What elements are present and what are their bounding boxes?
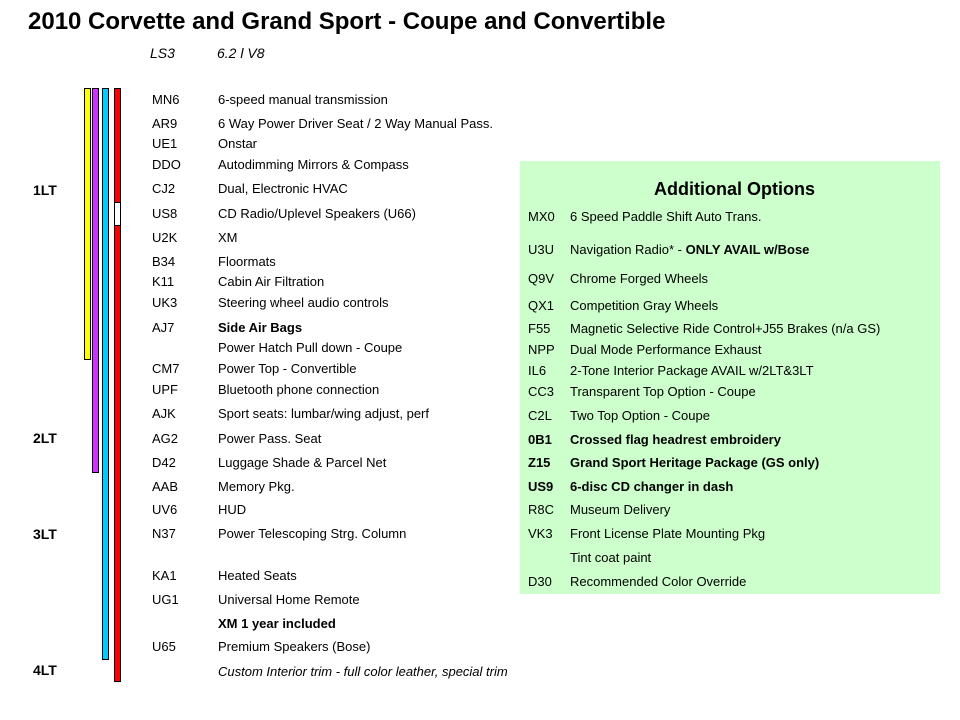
additional-option-description: Front License Plate Mounting Pkg <box>570 526 766 541</box>
additional-option-code: Z15 <box>528 455 551 470</box>
trim-bar-magenta <box>92 88 99 473</box>
option-description: HUD <box>218 502 247 517</box>
trim-label-2lt: 2LT <box>33 430 57 446</box>
option-code: UK3 <box>152 295 178 310</box>
option-code: AJ7 <box>152 320 175 335</box>
additional-option-description: Two Top Option - Coupe <box>570 408 710 423</box>
option-description: Side Air Bags <box>218 320 303 335</box>
additional-option-code: NPP <box>528 342 555 357</box>
additional-option-description: Transparent Top Option - Coupe <box>570 384 756 399</box>
option-description: Power Telescoping Strg. Column <box>218 526 407 541</box>
trim-label-4lt: 4LT <box>33 662 57 678</box>
additional-option-description: Grand Sport Heritage Package (GS only) <box>570 455 820 470</box>
additional-options-panel <box>520 161 940 594</box>
option-description: Steering wheel audio controls <box>218 295 389 310</box>
option-code: N37 <box>152 526 176 541</box>
additional-option-code: 0B1 <box>528 432 552 447</box>
additional-option-description: Tint coat paint <box>570 550 652 565</box>
option-description: Premium Speakers (Bose) <box>218 639 371 654</box>
option-code: UV6 <box>152 502 178 517</box>
option-description: CD Radio/Uplevel Speakers (U66) <box>218 206 416 221</box>
option-code: AJK <box>152 406 176 421</box>
option-code: KA1 <box>152 568 177 583</box>
option-code: CJ2 <box>152 181 176 196</box>
trim-label-1lt: 1LT <box>33 182 57 198</box>
additional-option-code: IL6 <box>528 363 547 378</box>
option-description: Autodimming Mirrors & Compass <box>218 157 409 172</box>
option-code: UG1 <box>152 592 179 607</box>
option-description: Power Hatch Pull down - Coupe <box>218 340 403 355</box>
option-code: DDO <box>152 157 181 172</box>
additional-option-description: Competition Gray Wheels <box>570 298 719 313</box>
additional-option-code: US9 <box>528 479 554 494</box>
option-description: 6 Way Power Driver Seat / 2 Way Manual Pass. <box>218 116 494 131</box>
additional-option-code: R8C <box>528 502 555 517</box>
option-code: US8 <box>152 206 178 221</box>
option-description: Sport seats: lumbar/wing adjust, perf <box>218 406 429 421</box>
engine-description: 6.2 l V8 <box>217 45 265 61</box>
option-code: AG2 <box>152 431 179 446</box>
option-description: Power Pass. Seat <box>218 431 322 446</box>
option-description: 6-speed manual transmission <box>218 92 388 107</box>
additional-options-title: Additional Options <box>654 179 815 199</box>
additional-option-description: 6-disc CD changer in dash <box>570 479 734 494</box>
additional-option-description: 2-Tone Interior Package AVAIL w/2LT&3LT <box>570 363 814 378</box>
option-description: Memory Pkg. <box>218 479 295 494</box>
option-description: Universal Home Remote <box>218 592 360 607</box>
option-description: Power Top - Convertible <box>218 361 357 376</box>
trim-bar-gap <box>114 202 121 226</box>
option-code: U2K <box>152 230 178 245</box>
trim-bar-cyan <box>102 88 109 660</box>
option-description: XM 1 year included <box>218 616 336 631</box>
option-description: Luggage Shade & Parcel Net <box>218 455 387 470</box>
additional-option-description-plain: Navigation Radio* - <box>570 242 686 257</box>
additional-option-description: 6 Speed Paddle Shift Auto Trans. <box>570 209 762 224</box>
option-description: Onstar <box>218 136 258 151</box>
option-code: MN6 <box>152 92 180 107</box>
option-code: U65 <box>152 639 176 654</box>
option-description: Dual, Electronic HVAC <box>218 181 348 196</box>
additional-option-code: F55 <box>528 321 551 336</box>
additional-option-code: C2L <box>528 408 552 423</box>
trim-bar-yellow <box>84 88 91 360</box>
option-description: Heated Seats <box>218 568 297 583</box>
option-description: Bluetooth phone connection <box>218 382 380 397</box>
option-code: UE1 <box>152 136 178 151</box>
additional-option-description: Recommended Color Override <box>570 574 747 589</box>
additional-option-description: Museum Delivery <box>570 502 671 517</box>
additional-option-description: Dual Mode Performance Exhaust <box>570 342 762 357</box>
additional-option-description-bold: ONLY AVAIL w/Bose <box>685 242 810 257</box>
additional-option-code: Q9V <box>528 271 555 286</box>
option-code: AR9 <box>152 116 178 131</box>
additional-option-code: MX0 <box>528 209 555 224</box>
additional-option-description: Crossed flag headrest embroidery <box>570 432 781 447</box>
additional-option-code: VK3 <box>528 526 553 541</box>
option-code: AAB <box>152 479 179 494</box>
option-description: Custom Interior trim - full color leather, special trim <box>218 664 508 679</box>
option-code: B34 <box>152 254 176 269</box>
trim-bar-red <box>114 88 121 682</box>
option-code: D42 <box>152 455 176 470</box>
option-description: Cabin Air Filtration <box>218 274 325 289</box>
page-title: 2010 Corvette and Grand Sport - Coupe and Convertible <box>28 8 666 35</box>
option-description: Floormats <box>218 254 276 269</box>
additional-option-code: U3U <box>528 242 555 257</box>
additional-option-code: QX1 <box>528 298 555 313</box>
trim-label-3lt: 3LT <box>33 526 57 542</box>
option-code: CM7 <box>152 361 180 376</box>
additional-option-code: CC3 <box>528 384 555 399</box>
option-code: UPF <box>152 382 178 397</box>
option-code: K11 <box>152 274 175 289</box>
additional-option-description: Chrome Forged Wheels <box>570 271 708 286</box>
option-description: XM <box>218 230 238 245</box>
engine-code: LS3 <box>150 45 175 61</box>
additional-option-description <box>570 242 809 257</box>
additional-option-code: D30 <box>528 574 552 589</box>
additional-option-description: Magnetic Selective Ride Control+J55 Brakes (n/a GS) <box>570 321 881 336</box>
